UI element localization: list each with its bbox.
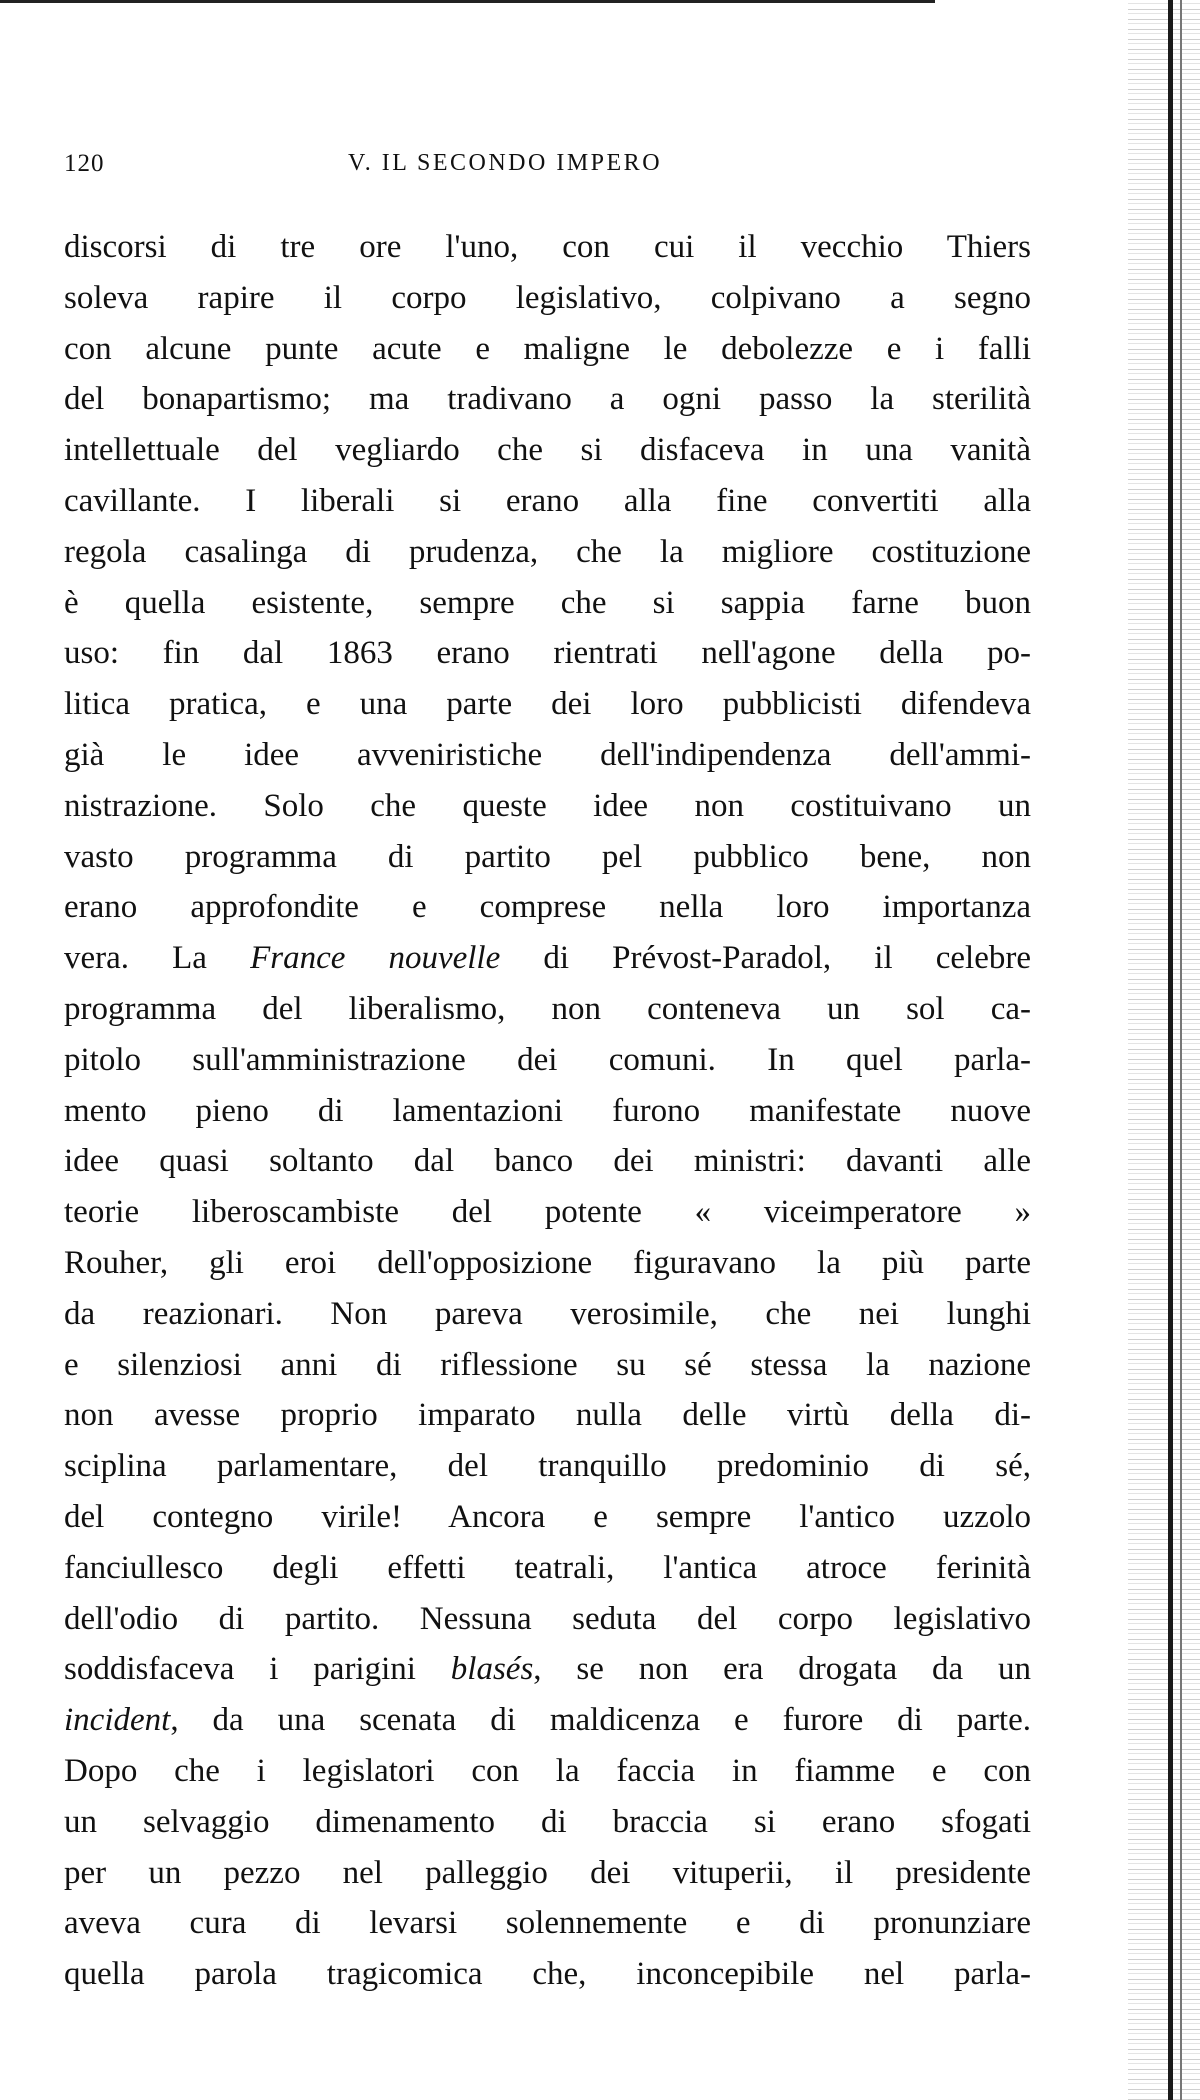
italic-text: France nouvelle <box>250 940 501 977</box>
text-segment: del contegno virile! Ancora e sempre l'antico uzzolo <box>64 1498 1031 1535</box>
text-line <box>64 1086 1031 1137</box>
text-segment: discorsi di tre ore l'uno, con cui il vecchio Thiers <box>64 229 1031 265</box>
text-segment: Dopo che i legislatori con la faccia in fiamme e con <box>64 1752 1031 1789</box>
text-segment: sciplina parlamentare, del tranquillo predominio di sé, <box>64 1448 1031 1485</box>
page-edge-shadow <box>1128 0 1200 2100</box>
body-text <box>64 222 1031 2000</box>
text-segment: è quella esistente, sempre che si sappia farne buon <box>64 584 1031 621</box>
text-segment: Rouher, gli eroi dell'opposizione figuravano la più parte <box>64 1244 1031 1281</box>
running-head: V. IL SECONDO IMPERO <box>348 150 663 176</box>
text-line <box>64 1543 1031 1594</box>
text-segment: mento pieno di lamentazioni furono manifestate nuove <box>64 1092 1031 1129</box>
text-line <box>64 273 1031 324</box>
text-line <box>64 1035 1031 1086</box>
text-line <box>64 1695 1031 1746</box>
text-segment: per un pezzo nel palleggio dei vituperii, il presidente <box>64 1854 1031 1891</box>
text-line <box>64 1340 1031 1391</box>
text-line <box>64 1136 1031 1187</box>
text-segment: , da una scenata di maldicenza e furore di parte. <box>170 1702 1031 1739</box>
page-edge-line-secondary <box>1180 0 1182 2100</box>
text-segment: , se non era drogata da un <box>533 1651 1032 1688</box>
text-line <box>64 1644 1031 1695</box>
text-segment: soddisfaceva i parigini <box>64 1651 451 1688</box>
text-segment: teorie liberoscambiste del potente « viceimperatore » <box>64 1194 1031 1231</box>
text-line <box>64 222 1031 273</box>
text-segment: soleva rapire il corpo legislativo, colpivano a segno <box>64 279 1031 316</box>
text-line <box>64 933 1031 984</box>
text-line <box>64 679 1031 730</box>
text-segment: fanciullesco degli effetti teatrali, l'antica atroce ferinità <box>64 1549 1031 1586</box>
text-line <box>64 1848 1031 1899</box>
text-line <box>64 730 1031 781</box>
text-segment: intellettuale del vegliardo che si disfaceva in una vanità <box>64 432 1031 469</box>
text-segment: vera. La <box>64 940 251 977</box>
scan-top-edge <box>0 0 935 3</box>
page-edge-line <box>1168 0 1173 2100</box>
text-line <box>64 882 1031 933</box>
text-line <box>64 1441 1031 1492</box>
text-line <box>64 374 1031 425</box>
text-segment: vasto programma di partito pel pubblico bene, non <box>64 838 1031 875</box>
text-line <box>64 527 1031 578</box>
text-line <box>64 1898 1031 1949</box>
text-line <box>64 1238 1031 1289</box>
text-segment: quella parola tragicomica che, inconcepibile nel parla- <box>64 1956 1031 1993</box>
text-segment: cavillante. I liberali si erano alla fine convertiti alla <box>64 482 1031 519</box>
italic-text: incident <box>64 1702 171 1739</box>
text-line <box>64 1746 1031 1797</box>
text-segment: dell'odio di partito. Nessuna seduta del corpo legislativo <box>64 1600 1031 1637</box>
text-segment: di Prévost-Paradol, il celebre <box>500 940 1031 977</box>
text-segment: non avesse proprio imparato nulla delle virtù della di- <box>64 1397 1031 1434</box>
text-segment: uso: fin dal 1863 erano rientrati nell'agone della po- <box>64 635 1031 672</box>
text-line <box>64 984 1031 1035</box>
text-segment: da reazionari. Non pareva verosimile, che nei lunghi <box>64 1295 1031 1332</box>
text-segment: regola casalinga di prudenza, che la migliore costituzione <box>64 533 1031 570</box>
text-line <box>64 628 1031 679</box>
text-line <box>64 324 1031 375</box>
text-segment: del bonapartismo; ma tradivano a ogni passo la sterilità <box>64 381 1031 418</box>
text-segment: programma del liberalismo, non conteneva un sol ca- <box>64 990 1031 1027</box>
text-segment: un selvaggio dimenamento di braccia si erano sfogati <box>64 1803 1031 1840</box>
text-line <box>64 832 1031 883</box>
page-number: 120 <box>64 150 105 177</box>
text-line <box>64 1289 1031 1340</box>
text-segment: idee quasi soltanto dal banco dei ministri: davanti alle <box>64 1143 1031 1180</box>
text-segment: litica pratica, e una parte dei loro pubblicisti difendeva <box>64 686 1031 723</box>
text-segment: pitolo sull'amministrazione dei comuni. In quel parla- <box>64 1041 1031 1078</box>
text-segment: già le idee avveniristiche dell'indipendenza dell'ammi- <box>64 736 1031 773</box>
italic-text: blasés <box>450 1651 534 1688</box>
text-line <box>64 1187 1031 1238</box>
text-line <box>64 1492 1031 1543</box>
text-line <box>64 578 1031 629</box>
text-segment: aveva cura di levarsi solennemente e di pronunziare <box>64 1905 1031 1942</box>
text-line <box>64 1390 1031 1441</box>
text-segment: con alcune punte acute e maligne le debolezze e i falli <box>64 330 1031 367</box>
text-segment: nistrazione. Solo che queste idee non costituivano un <box>64 787 1031 824</box>
text-line <box>64 425 1031 476</box>
text-line <box>64 1949 1031 2000</box>
text-line <box>64 476 1031 527</box>
text-line <box>64 781 1031 832</box>
text-segment: erano approfondite e comprese nella loro importanza <box>64 889 1031 926</box>
text-segment: e silenziosi anni di riflessione su sé stessa la nazione <box>64 1346 1031 1383</box>
text-line <box>64 1797 1031 1848</box>
text-line <box>64 1594 1031 1645</box>
